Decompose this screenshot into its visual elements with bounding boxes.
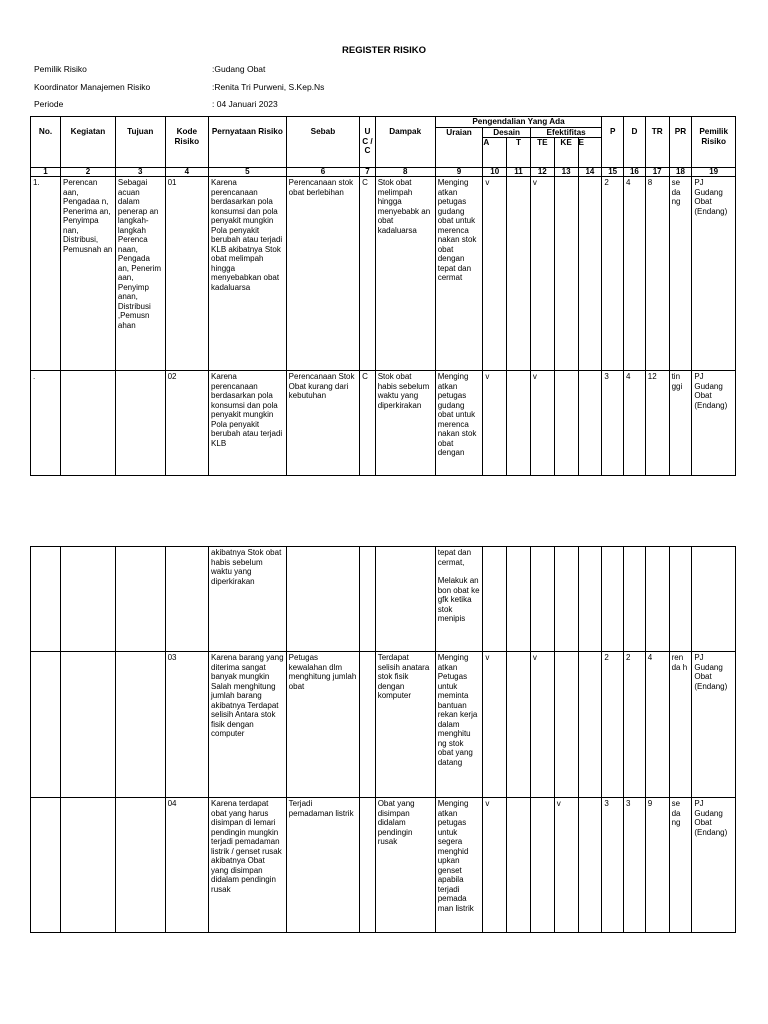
cell-pr: se da ng (669, 177, 692, 371)
cell-pernyataan: Karena terdapat obat yang harus disimpan di lemari pendingin mungkin terjadi pemadaman listrik / genset rusak akibatnya Obat yang disimpan didalam pendingin rusak (209, 798, 287, 933)
header-ucc: U C / C (360, 117, 376, 168)
cell-a: v (483, 177, 507, 371)
meta-periode-value: : 04 Januari 2023 (212, 99, 278, 109)
cell-ke (554, 547, 578, 652)
col-number: 7 (360, 168, 376, 177)
cell-e (578, 652, 602, 798)
cell-pr (669, 547, 692, 652)
meta-periode (34, 99, 278, 109)
cell-d: 4 (624, 371, 646, 476)
cell-p: 3 (602, 371, 624, 476)
header-kegiatan: Kegiatan (61, 117, 116, 168)
cell-ke (554, 371, 578, 476)
cell-sebab: Perencanaan Stok Obat kurang dari kebutuhan (286, 371, 360, 476)
cell-kegiatan (61, 547, 116, 652)
cell-no: 1. (31, 177, 61, 371)
header-efektifitas: Efektifitas (530, 127, 601, 138)
cell-t (507, 798, 531, 933)
cell-pr: se da ng (669, 798, 692, 933)
cell-kegiatan (61, 798, 116, 933)
col-number: 4 (165, 168, 208, 177)
risk-register-table-continued (30, 546, 736, 933)
header-tr: TR (645, 117, 669, 168)
document-title: REGISTER RISIKO (342, 45, 426, 56)
cell-sebab: Terjadi pemadaman listrik (286, 798, 360, 933)
cell-ucc (360, 547, 376, 652)
header-d: D (624, 117, 646, 168)
cell-uraian: Menging atkan petugas untuk segera menghid upkan genset apabila terjadi pemada man listrik (435, 798, 483, 933)
cell-kegiatan (61, 371, 116, 476)
cell-tujuan (115, 547, 165, 652)
cell-tr: 4 (645, 652, 669, 798)
col-number: 11 (507, 168, 531, 177)
cell-a: v (483, 652, 507, 798)
cell-pemilik: PJ Gudang Obat (Endang) (692, 371, 736, 476)
meta-koordinator-label: Koordinator Manajemen Risiko (34, 82, 151, 92)
header-pernyataan-risiko: Pernyataan Risiko (209, 117, 287, 168)
cell-ucc (360, 652, 376, 798)
header-kode-risiko: Kode Risiko (165, 117, 208, 168)
cell-no (31, 547, 61, 652)
cell-pemilik: PJ Gudang Obat (Endang) (692, 177, 736, 371)
cell-pr: tin ggi (669, 371, 692, 476)
cell-e (578, 547, 602, 652)
cell-kode: 04 (165, 798, 208, 933)
cell-ke (554, 652, 578, 798)
col-number: 14 (578, 168, 602, 177)
cell-d: 4 (624, 177, 646, 371)
cell-pernyataan: Karena barang yang diterima sangat banyak mungkin Salah menghitung jumlah barang akibatnya Terdapat selisih Antara stok fisik dengan computer (209, 652, 287, 798)
cell-e (578, 798, 602, 933)
cell-p: 2 (602, 177, 624, 371)
cell-tujuan: Sebagai acuan dalam penerap an langkah-langkah Perenca naan, Pengada an, Penerim aan, Penyimp anan, Distribusi ,Pemusn ahan (115, 177, 165, 371)
header-pr: PR (669, 117, 692, 168)
meta-pemilik (34, 64, 266, 74)
cell-uraian: Menging atkan petugas gudang obat untuk merenca nakan stok obat dengan (435, 371, 483, 476)
header-tujuan: Tujuan (115, 117, 165, 168)
cell-kode: 01 (165, 177, 208, 371)
cell-te (530, 798, 554, 933)
cell-t (507, 177, 531, 371)
meta-periode-label: Periode (34, 99, 64, 109)
cell-kegiatan (61, 652, 116, 798)
cell-tr: 8 (645, 177, 669, 371)
cell-p: 2 (602, 652, 624, 798)
cell-uraian: Menging atkan Petugas untuk meminta bantuan rekan kerja dalam menghitu ng stok obat yang datang (435, 652, 483, 798)
col-number: 12 (530, 168, 554, 177)
header-te: TE (530, 138, 554, 168)
header-sebab: Sebab (286, 117, 360, 168)
header-ke: KE (554, 138, 578, 168)
cell-dampak: Stok obat melimpah hingga menyebabk an obat kadaluarsa (375, 177, 435, 371)
cell-pr: ren da h (669, 652, 692, 798)
cell-tr: 9 (645, 798, 669, 933)
col-number: 19 (692, 168, 736, 177)
cell-t (507, 652, 531, 798)
col-number: 9 (435, 168, 483, 177)
col-number: 13 (554, 168, 578, 177)
cell-kode: 02 (165, 371, 208, 476)
cell-tr: 12 (645, 371, 669, 476)
cell-a: v (483, 798, 507, 933)
col-number: 8 (375, 168, 435, 177)
cell-uraian-line1: tepat dan cermat, (437, 548, 472, 567)
cell-tujuan (115, 371, 165, 476)
column-number-row (31, 168, 736, 177)
col-number: 18 (669, 168, 692, 177)
cell-d: 2 (624, 652, 646, 798)
cell-uraian (435, 547, 483, 652)
cell-p: 3 (602, 798, 624, 933)
cell-a (483, 547, 507, 652)
col-number: 5 (209, 168, 287, 177)
col-number: 15 (602, 168, 624, 177)
cell-tujuan (115, 798, 165, 933)
col-number: 2 (61, 168, 116, 177)
cell-e (578, 177, 602, 371)
col-number: 6 (286, 168, 360, 177)
header-t: T (507, 138, 531, 168)
cell-no (31, 798, 61, 933)
cell-pemilik: PJ Gudang Obat (Endang) (692, 652, 736, 798)
table-row (31, 652, 736, 798)
cell-no: . (31, 371, 61, 476)
cell-pernyataan: Karena perencanaan berdasarkan pola konsumsi dan pola penyakit mungkin Pola penyakit berubah atau terjadi KLB akibatnya Stok obat melimpah hingga menyebabkan obat kadaluarsa (209, 177, 287, 371)
cell-sebab: Perencanaan stok obat berlebihan (286, 177, 360, 371)
cell-te: v (530, 177, 554, 371)
meta-koordinator-value: :Renita Tri Purweni, S.Kep.Ns (212, 82, 325, 92)
header-p: P (602, 117, 624, 168)
cell-uraian: Menging atkan petugas gudang obat untuk merenca nakan stok obat dengan tepat dan cermat (435, 177, 483, 371)
table-row (31, 177, 736, 371)
cell-pemilik (692, 547, 736, 652)
cell-tr (645, 547, 669, 652)
cell-uraian-line2: Melakuk an bon obat ke gfk ketika stok menipis (437, 576, 480, 623)
header-e: E (578, 138, 602, 168)
col-number: 16 (624, 168, 646, 177)
meta-koordinator (34, 82, 325, 92)
cell-dampak: Stok obat habis sebelum waktu yang diperkirakan (375, 371, 435, 476)
cell-d: 3 (624, 798, 646, 933)
cell-kode: 03 (165, 652, 208, 798)
cell-sebab (286, 547, 360, 652)
cell-dampak: Terdapat selisih anatara stok fisik dengan komputer (375, 652, 435, 798)
cell-ucc (360, 798, 376, 933)
cell-a: v (483, 371, 507, 476)
cell-t (507, 547, 531, 652)
cell-dampak: Obat yang disimpan didalam pendingin rusak (375, 798, 435, 933)
cell-ucc: C (360, 371, 376, 476)
cell-e (578, 371, 602, 476)
cell-te (530, 547, 554, 652)
cell-pernyataan: akibatnya Stok obat habis sebelum waktu yang diperkirakan (209, 547, 287, 652)
table-row (31, 798, 736, 933)
cell-p (602, 547, 624, 652)
header-pengendalian: Pengendalian Yang Ada (435, 117, 602, 128)
cell-tujuan (115, 652, 165, 798)
header-no: No. (31, 117, 61, 168)
cell-sebab: Petugas kewalahan dlm menghitung jumlah obat (286, 652, 360, 798)
cell-ucc: C (360, 177, 376, 371)
cell-pernyataan: Karena perencanaan berdasarkan pola konsumsi dan pola penyakit mungkin Pola penyakit berubah atau terjadi KLB (209, 371, 287, 476)
cell-dampak (375, 547, 435, 652)
header-uraian: Uraian (435, 127, 483, 168)
cell-te: v (530, 371, 554, 476)
cell-ke: v (554, 798, 578, 933)
cell-kegiatan: Perencan aan, Pengadaa n, Penerima an, Penyimpa nan, Distribusi, Pemusnah an (61, 177, 116, 371)
col-number: 17 (645, 168, 669, 177)
meta-pemilik-label: Pemilik Risiko (34, 64, 87, 74)
col-number: 1 (31, 168, 61, 177)
header-pemilik-risiko: Pemilik Risiko (692, 117, 736, 168)
cell-pemilik: PJ Gudang Obat (Endang) (692, 798, 736, 933)
meta-pemilik-value: :Gudang Obat (212, 64, 266, 74)
cell-d (624, 547, 646, 652)
cell-kode (165, 547, 208, 652)
cell-ke (554, 177, 578, 371)
table-row (31, 547, 736, 652)
header-dampak: Dampak (375, 117, 435, 168)
col-number: 3 (115, 168, 165, 177)
col-number: 10 (483, 168, 507, 177)
header-desain: Desain (483, 127, 531, 138)
risk-register-table (30, 116, 736, 476)
cell-no (31, 652, 61, 798)
cell-t (507, 371, 531, 476)
cell-te: v (530, 652, 554, 798)
header-a: A (483, 138, 507, 168)
table-row (31, 371, 736, 476)
